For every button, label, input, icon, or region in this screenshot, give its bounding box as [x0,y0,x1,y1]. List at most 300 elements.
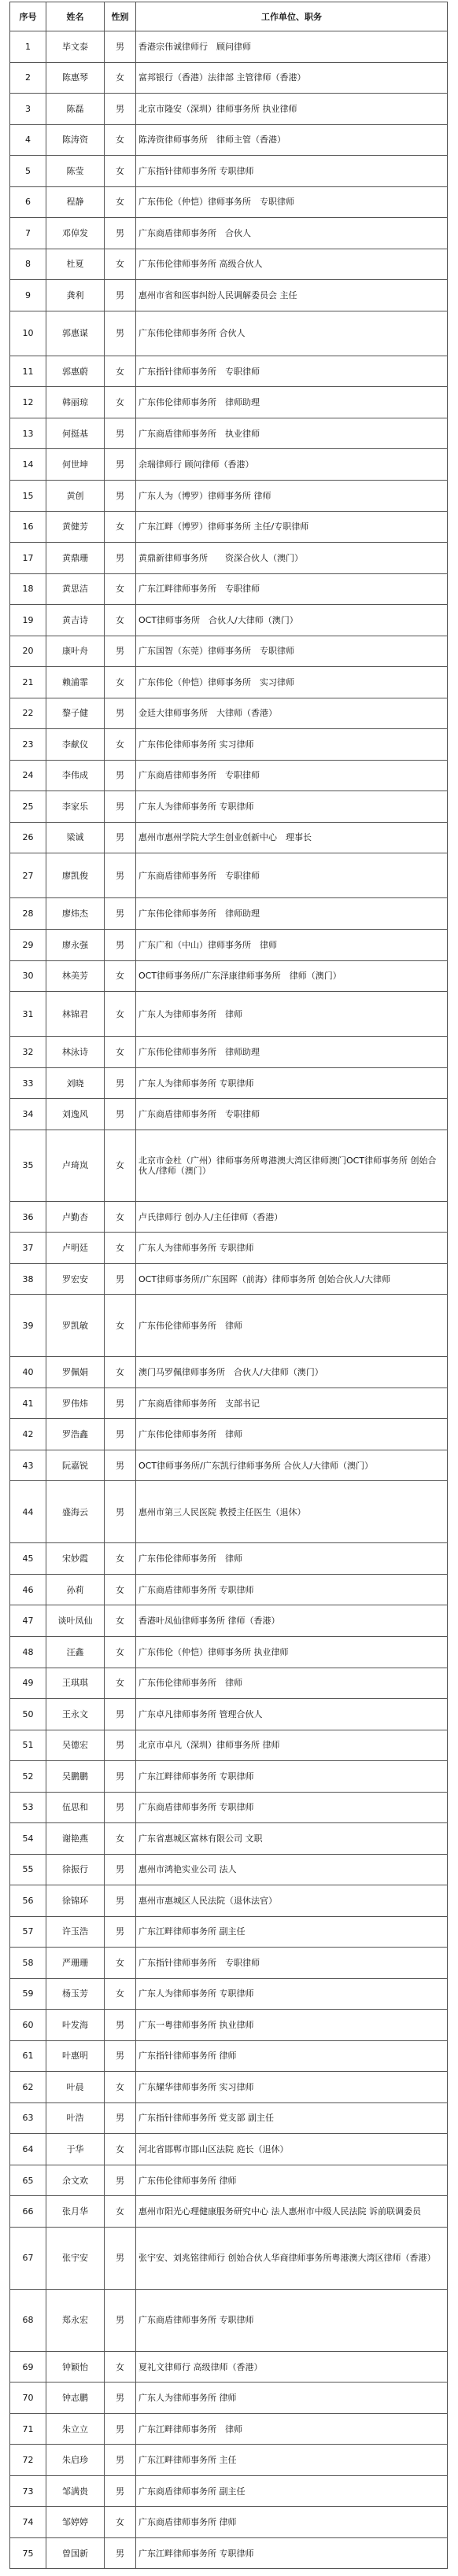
row-seq: 68 [10,2289,46,2351]
table-row [10,698,448,729]
row-seq: 23 [10,729,46,761]
row-gender: 男 [105,1419,136,1450]
row-name: 黄健芳 [46,511,105,543]
row-name: 黎子健 [46,698,105,729]
row-seq: 69 [10,2351,46,2383]
row-seq: 10 [10,311,46,356]
row-affiliation: 广东商盾律师事务所 专职律师 [136,1574,448,1605]
row-gender: 女 [105,186,136,218]
row-affiliation: 北京市卓凡（深圳）律师事务所 律师 [136,1730,448,1761]
row-affiliation: 金廷大律师事务所 大律师（香港） [136,698,448,729]
row-name: 廖永强 [46,930,105,961]
row-seq: 38 [10,1263,46,1295]
row-name: 罗浩鑫 [46,1419,105,1450]
table-row [10,449,448,481]
table-row [10,2072,448,2103]
table-row [10,1201,448,1233]
row-gender: 男 [105,31,136,63]
row-seq: 14 [10,449,46,481]
row-name: 林泳诗 [46,1037,105,1068]
row-affiliation: 北京市金杜（广州）律师事务所粤港澳大湾区律师澳门OCT律师事务所 创始合伙人/律师（澳门） [136,1130,448,1201]
row-affiliation: 广东江畔律师事务所 专职律师 [136,1761,448,1793]
row-seq: 41 [10,1388,46,1419]
table-row [10,1067,448,1099]
row-name: 李家乐 [46,791,105,823]
row-seq: 28 [10,898,46,930]
row-seq: 53 [10,1792,46,1823]
row-gender: 男 [105,930,136,961]
row-seq: 22 [10,698,46,729]
row-name: 赖浦霏 [46,667,105,698]
row-seq: 67 [10,2227,46,2289]
row-affiliation: 广东人为律师事务所 专职律师 [136,1067,448,1099]
header-affiliation: 工作单位、职务 [136,2,448,31]
row-seq: 17 [10,543,46,574]
row-name: 张月华 [46,2196,105,2228]
row-affiliation: 广东人为律师事务所 专职律师 [136,1978,448,2010]
row-name: 卢明廷 [46,1233,105,1264]
row-name: 严珊珊 [46,1948,105,1979]
table-row [10,1854,448,1885]
row-affiliation: 广东伟伦（仲恺）律师事务所 执业律师 [136,1636,448,1668]
row-affiliation: 广东指针律师事务所 专职律师 [136,156,448,187]
table-row [10,2413,448,2445]
table-row [10,1099,448,1130]
row-seq: 43 [10,1450,46,1481]
row-gender: 男 [105,2475,136,2507]
row-gender: 女 [105,1823,136,1855]
row-affiliation: 广东伟伦律师事务所 律师助理 [136,387,448,418]
row-seq: 60 [10,2010,46,2041]
row-seq: 74 [10,2507,46,2538]
row-gender: 女 [105,1357,136,1388]
row-affiliation: 广东江畔律师事务所 专职律师 [136,2537,448,2569]
row-affiliation: 广东商盾律师事务所 专职律师 [136,760,448,791]
row-seq: 65 [10,2165,46,2196]
table-row [10,218,448,249]
row-seq: 36 [10,1201,46,1233]
table-row [10,2134,448,2165]
row-name: 康叶舟 [46,636,105,667]
row-affiliation: 广东商盾律师事务所 副主任 [136,2475,448,2507]
row-seq: 29 [10,930,46,961]
row-seq: 40 [10,1357,46,1388]
row-gender: 女 [105,2134,136,2165]
row-seq: 61 [10,2040,46,2072]
row-affiliation: 广东伟伦律师事务所 律师 [136,1543,448,1575]
row-name: 朱启珍 [46,2445,105,2476]
row-affiliation: 广东伟伦律师事务所 高级合伙人 [136,249,448,280]
row-affiliation: 富邦银行（香港）法律部 主管律师（香港） [136,62,448,94]
row-seq: 25 [10,791,46,823]
row-affiliation: 夏礼文律师行 高级律师（香港） [136,2351,448,2383]
row-name: 邓倬发 [46,218,105,249]
table-row [10,1699,448,1730]
table-row [10,543,448,574]
row-affiliation: 广东商盾律师事务所 执业律师 [136,418,448,449]
row-affiliation: 广东商盾律师事务所 专职律师 [136,1099,448,1130]
table-row [10,280,448,311]
row-seq: 37 [10,1233,46,1264]
row-name: 吴德宏 [46,1730,105,1761]
row-name: 何挺基 [46,418,105,449]
row-gender: 男 [105,449,136,481]
row-gender: 男 [105,2227,136,2289]
table-row [10,2102,448,2134]
member-roster-table [9,2,448,2569]
table-row [10,667,448,698]
table-row [10,62,448,94]
table-row [10,1761,448,1793]
row-name: 陈惠琴 [46,62,105,94]
row-name: 黄创 [46,481,105,512]
row-name: 林锦君 [46,992,105,1037]
row-name: 于华 [46,2134,105,2165]
row-gender: 男 [105,822,136,853]
table-row [10,605,448,636]
table-row [10,1543,448,1575]
table-row [10,1130,448,1201]
row-affiliation: 陈涛资律师事务所 律师主管（香港） [136,124,448,156]
row-affiliation: 广东商盾律师事务所 律师 [136,2507,448,2538]
row-gender: 女 [105,1543,136,1575]
row-affiliation: 惠州市惠州学院大学生创业创新中心 理事长 [136,822,448,853]
row-gender: 女 [105,1574,136,1605]
table-row [10,2475,448,2507]
table-row [10,1605,448,1637]
row-affiliation: 广东商盾律师事务所 合伙人 [136,218,448,249]
row-affiliation: 广东商盾律师事务所 专职律师 [136,2289,448,2351]
row-affiliation: 黄鼎新律师事务所 资深合伙人（澳门） [136,543,448,574]
table-row [10,2507,448,2538]
row-seq: 62 [10,2072,46,2103]
row-seq: 30 [10,960,46,992]
row-affiliation: 广东一粤律师事务所 执业律师 [136,2010,448,2041]
row-name: 毕文泰 [46,31,105,63]
table-row [10,2383,448,2414]
row-affiliation: 广东广和（中山）律师事务所 律师 [136,930,448,961]
row-gender: 男 [105,2383,136,2414]
row-affiliation: 广东耀华律师事务所 实习律师 [136,2072,448,2103]
row-gender: 女 [105,249,136,280]
row-seq: 13 [10,418,46,449]
row-gender: 男 [105,1792,136,1823]
row-gender: 男 [105,1388,136,1419]
row-seq: 44 [10,1481,46,1543]
row-seq: 15 [10,481,46,512]
row-name: 罗凯敏 [46,1295,105,1357]
row-name: 邹婷婷 [46,2507,105,2538]
table-row [10,1792,448,1823]
row-gender: 女 [105,667,136,698]
row-name: 谈叶凤仙 [46,1605,105,1637]
row-name: 郭惠蔚 [46,356,105,387]
table-row [10,1636,448,1668]
row-seq: 9 [10,280,46,311]
row-seq: 32 [10,1037,46,1068]
row-name: 陈磊 [46,94,105,125]
row-gender: 男 [105,218,136,249]
row-affiliation: 广东指针律师事务所 律师 [136,2040,448,2072]
row-seq: 58 [10,1948,46,1979]
row-seq: 46 [10,1574,46,1605]
row-name: 廖凯俊 [46,853,105,898]
row-seq: 26 [10,822,46,853]
table-row [10,898,448,930]
row-affiliation: 广东人为（博罗）律师事务所 律师 [136,481,448,512]
row-gender: 女 [105,356,136,387]
row-seq: 71 [10,2413,46,2445]
table-row [10,2196,448,2228]
table-row [10,1978,448,2010]
row-name: 杨玉芳 [46,1978,105,2010]
row-name: 李伟成 [46,760,105,791]
table-row [10,960,448,992]
row-affiliation: 澳门马罗佩律师事务所 合伙人/大律师（澳门） [136,1357,448,1388]
table-row [10,760,448,791]
row-gender: 女 [105,1636,136,1668]
row-name: 梁诚 [46,822,105,853]
row-seq: 51 [10,1730,46,1761]
row-affiliation: 惠州市鸿艳实业公司 法人 [136,1854,448,1885]
row-seq: 55 [10,1854,46,1885]
row-name: 盛海云 [46,1481,105,1543]
row-affiliation: OCT律师事务所/广东泽康律师事务所 律师（澳门） [136,960,448,992]
row-gender: 男 [105,698,136,729]
row-name: 邹满贵 [46,2475,105,2507]
row-gender: 女 [105,511,136,543]
table-row [10,511,448,543]
row-gender: 男 [105,94,136,125]
row-gender: 男 [105,853,136,898]
row-gender: 男 [105,2445,136,2476]
row-seq: 16 [10,511,46,543]
row-seq: 4 [10,124,46,156]
table-row [10,186,448,218]
row-seq: 59 [10,1978,46,2010]
row-seq: 11 [10,356,46,387]
table-row [10,1357,448,1388]
row-gender: 男 [105,280,136,311]
table-row [10,2537,448,2569]
row-gender: 男 [105,2289,136,2351]
row-gender: 女 [105,387,136,418]
header-row [10,2,448,31]
row-seq: 1 [10,31,46,63]
row-seq: 7 [10,218,46,249]
row-affiliation: 广东江畔律师事务所 副主任 [136,1916,448,1948]
row-name: 余文欢 [46,2165,105,2196]
row-name: 杜夏 [46,249,105,280]
row-seq: 8 [10,249,46,280]
row-gender: 男 [105,1761,136,1793]
table-row [10,1574,448,1605]
row-seq: 42 [10,1419,46,1450]
row-affiliation: 广东省惠城区富林有限公司 文职 [136,1823,448,1855]
row-seq: 49 [10,1668,46,1699]
row-name: 黄思洁 [46,573,105,605]
row-seq: 54 [10,1823,46,1855]
table-row [10,31,448,63]
table-row [10,1885,448,1917]
row-gender: 男 [105,1854,136,1885]
roster-body [10,31,448,2569]
row-name: 谢艳燕 [46,1823,105,1855]
row-affiliation: 惠州市惠城区人民法院（退休法官） [136,1885,448,1917]
row-affiliation: 张宇安、刘兆铭律师行 创始合伙人华商律师事务所粤港澳大湾区律师（香港） [136,2227,448,2289]
row-name: 廖炜杰 [46,898,105,930]
row-affiliation: 广东伟伦律师事务所 律师 [136,1295,448,1357]
row-name: 罗佩娟 [46,1357,105,1388]
row-seq: 21 [10,667,46,698]
row-affiliation: 广东江畔律师事务所 律师 [136,2413,448,2445]
table-row [10,1037,448,1068]
row-seq: 18 [10,573,46,605]
header-name: 姓名 [46,2,105,31]
row-name: 伍思和 [46,1792,105,1823]
row-affiliation: 广东指针律师事务所 专职律师 [136,1948,448,1979]
row-affiliation: 广东指针律师事务所 党支部 副主任 [136,2102,448,2134]
row-name: 卢勤杏 [46,1201,105,1233]
row-gender: 男 [105,1885,136,1917]
table-row [10,2445,448,2476]
table-row [10,249,448,280]
row-gender: 女 [105,1295,136,1357]
row-affiliation: 香港叶凤仙律师事务所 律师（香港） [136,1605,448,1637]
row-affiliation: 北京市隆安（深圳）律师事务所 执业律师 [136,94,448,125]
row-seq: 73 [10,2475,46,2507]
row-name: 刘晓 [46,1067,105,1099]
row-affiliation: 广东伟伦律师事务所 律师助理 [136,898,448,930]
row-name: 徐振行 [46,1854,105,1885]
table-row [10,2227,448,2289]
row-affiliation: 广东卓凡律师事务所 管理合伙人 [136,1699,448,1730]
row-affiliation: 广东指针律师事务所 专职律师 [136,356,448,387]
row-affiliation: 河北省邯郸市邯山区法院 庭长（退休） [136,2134,448,2165]
table-row [10,418,448,449]
header-seq: 序号 [10,2,46,31]
row-name: 王琪琪 [46,1668,105,1699]
row-seq: 70 [10,2383,46,2414]
row-name: 叶浩 [46,2102,105,2134]
row-seq: 24 [10,760,46,791]
row-gender: 女 [105,1605,136,1637]
row-affiliation: 广东伟伦（仲恺）律师事务所 专职律师 [136,186,448,218]
row-gender: 女 [105,1037,136,1068]
table-row [10,791,448,823]
row-affiliation: 广东江畔（博罗）律师事务所 主任/专职律师 [136,511,448,543]
table-row [10,1948,448,1979]
table-row [10,573,448,605]
row-name: 汪鑫 [46,1636,105,1668]
row-seq: 33 [10,1067,46,1099]
table-row [10,1388,448,1419]
row-name: 叶惠明 [46,2040,105,2072]
row-gender: 男 [105,2010,136,2041]
row-affiliation: 广东伟伦律师事务所 律师 [136,2165,448,2196]
row-gender: 男 [105,636,136,667]
row-seq: 31 [10,992,46,1037]
table-row [10,822,448,853]
row-seq: 19 [10,605,46,636]
row-name: 陈莹 [46,156,105,187]
row-gender: 男 [105,2102,136,2134]
row-gender: 女 [105,960,136,992]
row-name: 罗伟炜 [46,1388,105,1419]
row-affiliation: 广东江畔律师事务所 专职律师 [136,573,448,605]
table-row [10,311,448,356]
row-seq: 56 [10,1885,46,1917]
row-seq: 3 [10,94,46,125]
row-name: 罗宏安 [46,1263,105,1295]
row-affiliation: 广东商盾律师事务所 专职律师 [136,1792,448,1823]
table-row [10,1233,448,1264]
row-seq: 75 [10,2537,46,2569]
row-seq: 50 [10,1699,46,1730]
table-row [10,1823,448,1855]
row-gender: 女 [105,1130,136,1201]
row-name: 黄鼎珊 [46,543,105,574]
row-gender: 男 [105,760,136,791]
row-gender: 男 [105,1916,136,1948]
table-row [10,1481,448,1543]
row-affiliation: 广东江畔律师事务所 主任 [136,2445,448,2476]
row-affiliation: 广东商盾律师事务所 专职律师 [136,853,448,898]
row-name: 许玉浩 [46,1916,105,1948]
row-gender: 女 [105,1233,136,1264]
row-name: 刘逸风 [46,1099,105,1130]
row-name: 徐锦环 [46,1885,105,1917]
row-seq: 27 [10,853,46,898]
row-gender: 男 [105,543,136,574]
row-name: 曾国新 [46,2537,105,2569]
row-affiliation: 广东人为律师事务所 专职律师 [136,791,448,823]
table-row [10,853,448,898]
row-affiliation: 广东国智（东莞）律师事务所 专职律师 [136,636,448,667]
row-gender: 女 [105,62,136,94]
row-gender: 男 [105,2040,136,2072]
row-affiliation: 卢氏律师行 创办人/主任律师（香港） [136,1201,448,1233]
row-affiliation: 广东人为律师事务所 专职律师 [136,1233,448,1264]
row-affiliation: 广东伟伦律师事务所 实习律师 [136,729,448,761]
row-gender: 女 [105,1978,136,2010]
table-row [10,1668,448,1699]
row-gender: 男 [105,1067,136,1099]
row-gender: 女 [105,2507,136,2538]
row-gender: 男 [105,1699,136,1730]
row-name: 林美芳 [46,960,105,992]
row-name: 陈涛资 [46,124,105,156]
row-seq: 57 [10,1916,46,1948]
table-row [10,387,448,418]
row-gender: 男 [105,898,136,930]
table-row [10,2165,448,2196]
row-name: 龚利 [46,280,105,311]
table-row [10,356,448,387]
row-gender: 男 [105,791,136,823]
table-row [10,729,448,761]
row-affiliation: 广东伟伦律师事务所 律师 [136,1419,448,1450]
table-row [10,156,448,187]
table-row [10,481,448,512]
row-gender: 男 [105,311,136,356]
row-name: 郭惠谋 [46,311,105,356]
table-row [10,2040,448,2072]
row-affiliation: 广东伟伦律师事务所 律师助理 [136,1037,448,1068]
row-gender: 女 [105,729,136,761]
row-seq: 45 [10,1543,46,1575]
row-seq: 72 [10,2445,46,2476]
